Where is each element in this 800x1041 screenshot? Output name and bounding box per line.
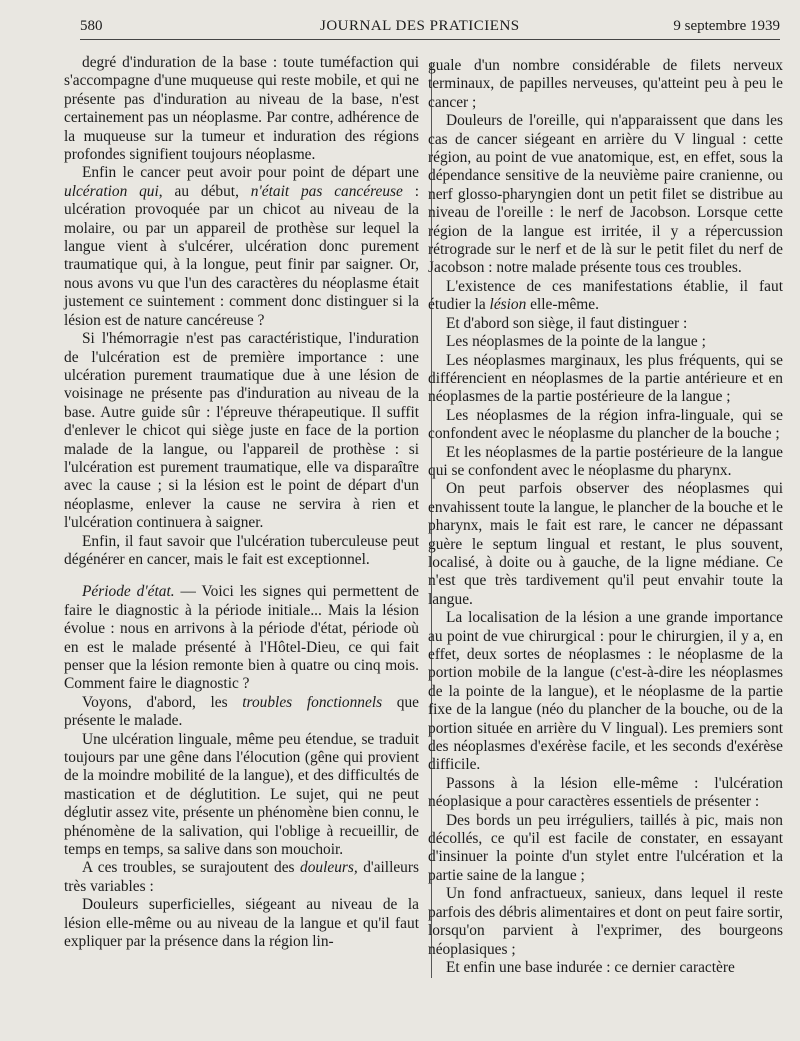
italic-text: ulcération qui	[64, 182, 159, 200]
paragraph	[64, 54, 419, 164]
italic-text: troubles fonctionnels	[242, 693, 383, 711]
paragraph	[428, 775, 783, 812]
paragraph	[64, 583, 419, 693]
text-run: Et d'abord son siège, il faut distinguer :	[446, 314, 688, 332]
text-run: La localisation de la lésion a une grande importance au point de vue chirurgical : pour le chirurgien, il y a, en effet, deux sortes de néoplasmes : le néoplasme de la portion mobile de la langue (c'est-à-dire les néoplasmes de la pointe de la langue), et le néoplasme de la partie fixe de la langue (néo du plancher de la bouche, ou de la portion située en arrière du V lingual). Les premiers sont des néoplasmes d'exérèse facile, et les seconds d'exérèse difficile.	[428, 609, 783, 774]
text-run: Les néoplasmes marginaux, les plus fréquents, qui se différencient en néoplasmes de la partie antérieure et en néoplasmes de la partie postérieure de la langue ;	[428, 351, 783, 406]
text-run: Les néoplasmes de la pointe de la langue ;	[446, 333, 706, 351]
text-run: Des bords un peu irréguliers, taillés à pic, mais non décollés, ce qu'il est facile de constater, en essayant d'insinuer la pointe d'un stylet entre l'ulcération et la partie saine de la langue ;	[428, 811, 783, 884]
text-run: On peut parfois observer des néoplasmes qui envahissent toute la langue, le plancher de la bouche et le pharynx, mais le fait est rare, le cancer ne dépassant guère le septum lingual et restant, le plus souvent, localisé, à doite ou à gauche, de la ligne médiane. Ce n'est que très tardivement qu'il peut envahir toute la langue.	[428, 480, 783, 608]
paragraph	[428, 885, 783, 959]
text-run: Douleurs superficielles, siégeant au niveau de la lésion elle-même ou au niveau de la langue et qu'il faut expliquer par la présence dans la région lin-	[64, 896, 419, 951]
paragraph	[428, 278, 783, 315]
italic-text: n'était pas cancéreuse	[250, 182, 403, 200]
issue-date: 9 septembre 1939	[673, 18, 780, 34]
text-run: Un fond anfractueux, sanieux, dans lequel il reste parfois des débris alimentaires et dont on peut faire sortir, lorsqu'on parvient à l'exprimer, des bourgeons néoplasiques ;	[428, 885, 783, 958]
left-column	[64, 54, 419, 952]
right-column	[428, 57, 783, 977]
paragraph	[428, 57, 783, 112]
italic-text: lésion	[489, 296, 527, 314]
paragraph	[64, 694, 419, 731]
paragraph	[428, 315, 783, 333]
paragraph	[64, 164, 419, 330]
text-run: degré d'induration de la base : toute tuméfaction qui s'accompagne d'une muqueuse qui reste mobile, et qui ne présente pas d'induration au niveau de la base, n'est certainement pas un néoplasme. Par contre, adhérence de la muqueuse sur la tumeur et induration des régions profondes signifient toujours néoplasme.	[64, 54, 419, 164]
paragraph	[428, 444, 783, 481]
text-run: Les néoplasmes de la région infra-linguale, qui se confondent avec le néoplasme du plancher de la bouche ;	[428, 406, 783, 443]
italic-text: Période d'état.	[82, 583, 175, 601]
text-run: Passons à la lésion elle-même : l'ulcération néoplasique a pour caractères essentiels de présenter :	[428, 774, 783, 811]
text-run: A ces troubles, se surajoutent des	[82, 859, 301, 877]
text-run: Et enfin une base indurée : ce dernier caractère	[446, 958, 735, 976]
journal-title: JOURNAL DES PRATICIENS	[320, 18, 520, 34]
text-run: Voyons, d'abord, les	[82, 693, 243, 711]
paragraph	[64, 731, 419, 860]
text-run: Et les néoplasmes de la partie postérieure de la langue qui se confondent avec le néoplasme du pharynx.	[428, 443, 783, 479]
text-run: Une ulcération linguale, même peu étendue, se traduit toujours par une gêne dans l'élocution (gêne qui provient de la moindre mobilité de la langue), et des difficultés de mastication et de déglutition. Le sujet, qui ne peut déglutir assez vite, présente un phénomène bien connu, le phénomène de la salivation, qui l'oblige à recueillir, de temps en temps, sa salive dans son mouchoir.	[64, 730, 419, 859]
text-run: guale d'un nombre considérable de filets nerveux terminaux, de papilles nerveuses, qu'atteint peu à peu le cancer ;	[428, 57, 783, 111]
paragraph	[428, 812, 783, 886]
paragraph	[64, 330, 419, 532]
text-run: — Voici les signes qui permettent de faire le diagnostic à la période initiale... Mais la lésion évolue : nous en arrivons à la période d'état, période où en est le malade présenté à l'Hôtel-Dieu, ce qui fait penser que la lésion remonte bien à quatre ou cinq mois. Comment faire le diagnostic ?	[64, 583, 419, 693]
text-run: Douleurs de l'oreille, qui n'apparaissent que dans les cas de cancer siégeant en arrière du V lingual : cette région, au point de vue anatomique, est, en effet, sous la dépendance sensitive de la neuvième paire cranienne, ou nerf glosso-pharyngien dont un petit filet se distribue au niveau de l'oreille : le nerf de Jacobson. Lorsque cette région de la langue est irritée, il y a répercussion rétrograde sur le nerf et de là sur le petit filet du nerf de Jacobson : notre malade présente tous ces troubles.	[428, 112, 783, 277]
paragraph	[428, 352, 783, 407]
text-run: Enfin, il faut savoir que l'ulcération tuberculeuse peut dégénérer en cancer, mais le fait est exceptionnel.	[64, 532, 419, 568]
paragraph	[64, 533, 419, 570]
running-header	[80, 13, 780, 40]
text-run: que présente le malade.	[64, 693, 420, 730]
paragraph	[428, 333, 783, 351]
text-run: : ulcération provoquée par un chicot au niveau de la molaire, ou par un appareil de prothèse sur lequel la langue vient à s'ulcérer, ulcération donc purement traumatique qui, à la longue, peut finir par saigner. Or, nous avons vu que l'un des caractères du néoplasme était justement ce suintement : comment donc distinguer si la lésion est de nature cancéreuse ?	[64, 182, 420, 329]
text-run: Si l'hémorragie n'est pas caractéristique, l'induration de l'ulcération est de première importance : une ulcération purement traumatique due à une lésion de voisinage ne présente pas d'induration au niveau de la base. Autre guide sûr : l'épreuve thérapeutique. Il suffit d'enlever le chicot qui siège juste en face de la portion malade de la langue, ou l'appareil de prothèse : si l'ulcération est purement traumatique, elle va disparaître avec la cause ; si la lésion est le point de départ d'un néoplasme, enlever la cause ne servira à rien et l'ulcération continuera à saigner.	[64, 330, 419, 532]
text-run: L'existence de ces manifestations établie, il faut étudier la	[428, 277, 783, 314]
paragraph	[428, 112, 783, 278]
paragraph	[428, 407, 783, 444]
paragraph	[428, 480, 783, 609]
text-run: elle-même.	[526, 296, 599, 314]
text-run: , au début,	[158, 182, 251, 200]
text-run: d'ailleurs très variables :	[64, 859, 419, 895]
paragraph	[428, 959, 783, 977]
paragraph	[64, 859, 419, 896]
paragraph	[428, 609, 783, 775]
page-number: 580	[80, 18, 103, 34]
paragraph	[64, 896, 419, 951]
text-run: Enfin le cancer peut avoir pour point de départ une	[82, 164, 419, 182]
italic-text: douleurs,	[300, 859, 358, 877]
